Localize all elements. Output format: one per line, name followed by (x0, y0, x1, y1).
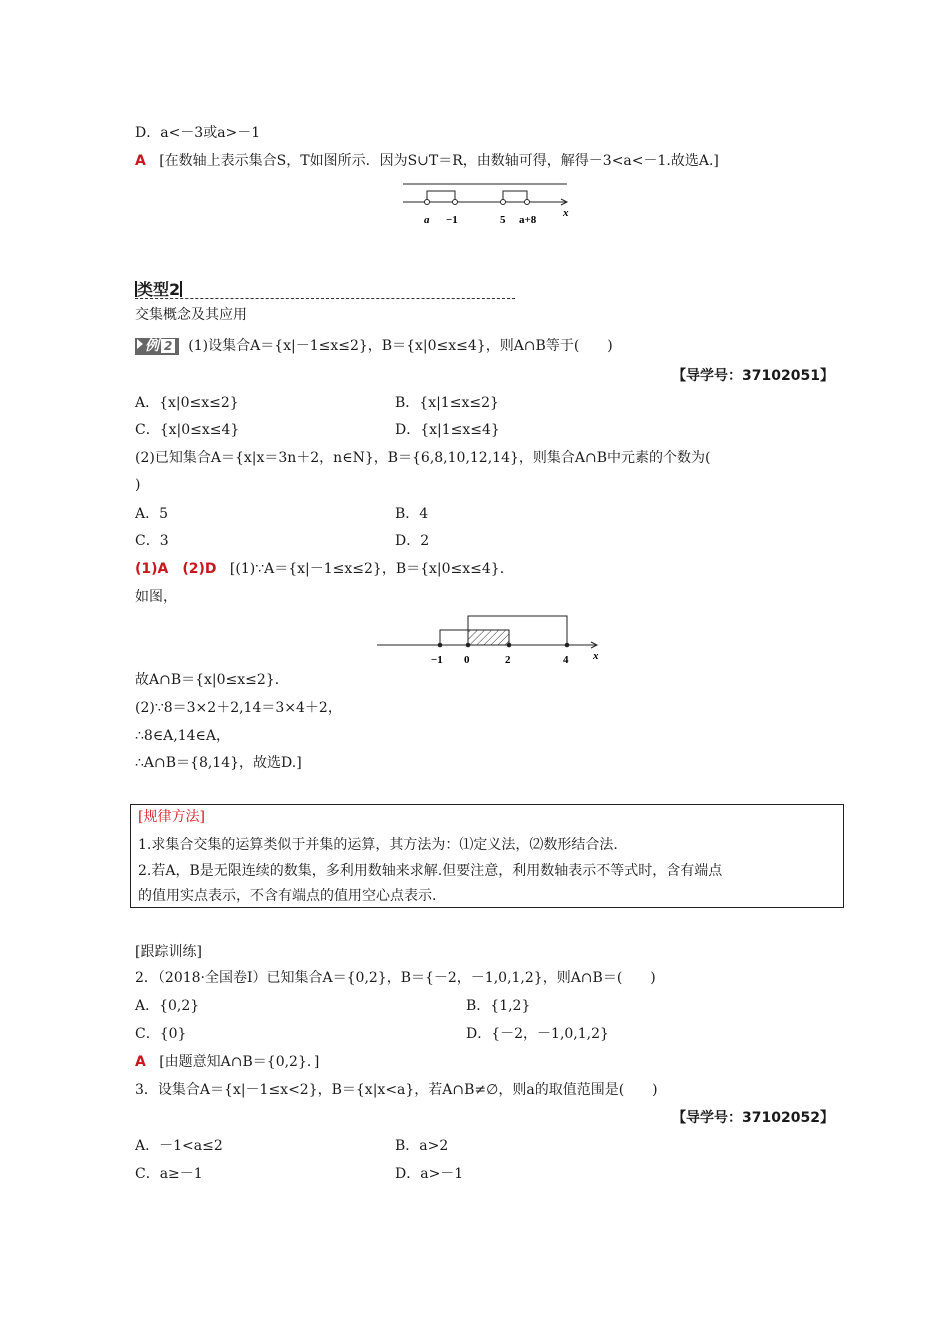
practice-q3: 3．设集合A＝{x|－1≤x<2}，B＝{x|x<a}，若A∩B≠∅，则a的取值范围是( ) (135, 1082, 658, 1098)
type-subtitle: 交集概念及其应用 (135, 307, 247, 323)
fig2-label-2: 2 (505, 654, 511, 666)
method-item-2a: 2.若A，B是无限连续的数集，多利用数轴来求解.但要注意，利用数轴表示不等式时，含有端点 (138, 863, 723, 879)
practice-q2-option-c: C．{0} (135, 1026, 187, 1042)
q1-text: (1)设集合A＝{x|－1≤x≤2}，B＝{x|0≤x≤4}，则A∩B等于( ) (188, 338, 613, 354)
fig1-label-minus1: −1 (446, 214, 458, 226)
example-answer-line4: (2)∵8＝3×2＋2,14＝3×4＋2， (135, 700, 342, 716)
fig2-label-4: 4 (563, 654, 569, 666)
example-answer-line5: ∴8∈A,14∈A， (135, 728, 231, 744)
practice-q2-option-d: D．{－2，－1,0,1,2} (466, 1026, 609, 1042)
example-question-1 (135, 336, 613, 356)
practice-q3-option-c: C．a≥－1 (135, 1166, 203, 1182)
q1-option-b: B．{x|1≤x≤2} (395, 395, 499, 411)
practice-q2-option-b: B．{1,2} (466, 998, 531, 1014)
practice-q3-option-b: B．a>2 (395, 1138, 449, 1154)
q2-text-cont: ) (135, 477, 141, 493)
method-item-2b: 的值用实点表示，不含有端点的值用空心点表示. (138, 888, 437, 904)
answer-text: [在数轴上表示集合S，T如图所示．因为S∪T＝R，由数轴可得，解得－3<a<－1.故选A.] (159, 153, 719, 169)
practice-q2-answer-letter: A (135, 1054, 146, 1070)
fig1-label-x: x (563, 207, 569, 219)
number-line-figure-2 (375, 612, 605, 668)
example-answer-line3: 故A∩B＝{x|0≤x≤2}． (135, 672, 289, 688)
example-answer-line1: [(1)∵A＝{x|－1≤x≤2}，B＝{x|0≤x≤4}． (229, 561, 514, 577)
practice-q2-option-a: A．{0,2} (135, 998, 200, 1014)
triangle-icon (137, 339, 143, 349)
method-box (130, 804, 844, 908)
example-answer-line2: 如图， (135, 589, 177, 605)
practice-q2-answer-text: [由题意知A∩B＝{0,2}．] (159, 1054, 320, 1070)
guide-number-2: 【导学号：37102052】 (672, 1110, 834, 1126)
q2-option-c: C．3 (135, 533, 169, 549)
q2-option-a: A．5 (135, 506, 169, 522)
fig1-label-a: a (424, 214, 430, 226)
method-item-1: 1.求集合交集的运算类似于并集的运算，其方法为：⑴定义法，⑵数形结合法. (138, 837, 618, 853)
q1-option-d: D．{x|1≤x≤4} (395, 422, 500, 438)
method-title: [规律方法] (138, 809, 205, 825)
guide-number-1: 【导学号：37102051】 (672, 368, 834, 384)
fig1-label-a8: a+8 (519, 214, 537, 226)
example-answer-line (135, 559, 514, 579)
answer-letter: A (135, 153, 146, 169)
fig2-label-x: x (593, 650, 599, 662)
practice-q2-answer (135, 1052, 319, 1072)
number-line-figure-1 (395, 178, 575, 230)
fig1-label-5: 5 (500, 214, 506, 226)
fig2-label-0: 0 (464, 654, 470, 666)
practice-q2: 2．（2018·全国卷Ⅰ）已知集合A＝{0,2}，B＝{－2，－1,0,1,2}，则A∩B＝( ) (135, 970, 656, 986)
practice-q3-option-d: D．a>－1 (395, 1166, 464, 1182)
practice-title: [跟踪训练] (135, 944, 202, 960)
option-d-line: D．a<－3或a>－1 (135, 125, 261, 141)
type-heading (135, 280, 182, 300)
q2-text: (2)已知集合A＝{x|x＝3n＋2，n∈N}，B＝{6,8,10,12,14}，则集合A∩B中元素的个数为( (135, 450, 711, 466)
q1-option-c: C．{x|0≤x≤4} (135, 422, 240, 438)
q1-option-a: A．{x|0≤x≤2} (135, 395, 239, 411)
fig2-label-minus1: −1 (431, 654, 443, 666)
q2-option-d: D．2 (395, 533, 430, 549)
q2-option-b: B．4 (395, 506, 429, 522)
example-badge: 例 2 (135, 338, 179, 355)
dashed-divider (135, 298, 515, 299)
example-answer-line6: ∴A∩B＝{8,14}，故选D.] (135, 755, 302, 771)
practice-q3-option-a: A．－1<a≤2 (135, 1138, 223, 1154)
answer-line (135, 151, 719, 171)
example-answer-head: (1)A (2)D (135, 561, 217, 577)
type-heading-text: 类型2 (137, 280, 181, 299)
